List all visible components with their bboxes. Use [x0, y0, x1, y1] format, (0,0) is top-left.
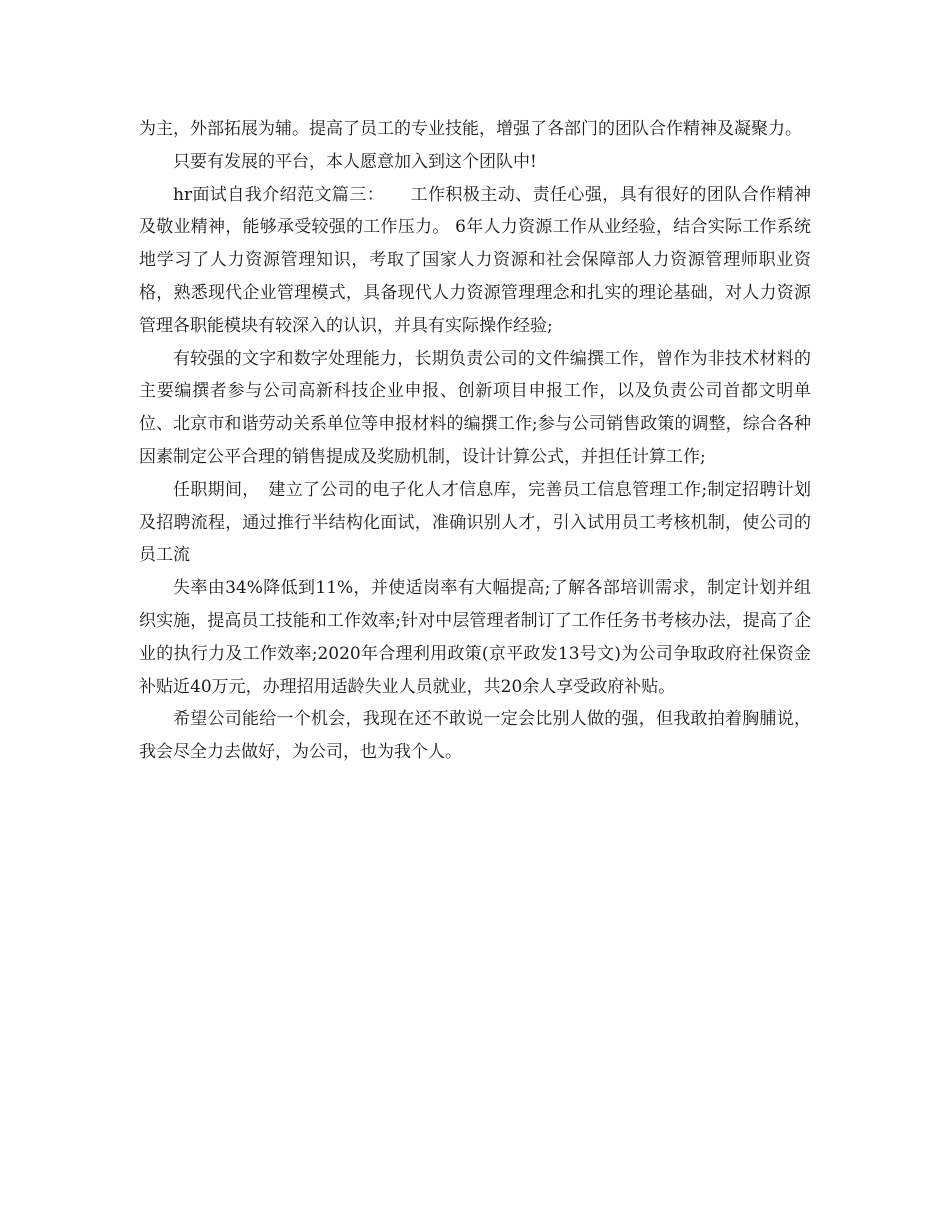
paragraph-closing: 希望公司能给一个机会，我现在还不敢说一定会比别人做的强，但我敢拍着胸脯说，我会尽全力去做好，为公司，也为我个人。: [139, 709, 811, 763]
paragraph-tenure: 任职期间， 建立了公司的电子化人才信息库，完善员工信息管理工作;制定招聘计划及招聘流程，通过推行半结构化面试，准确识别人才，引入试用员工考核机制，使公司的员工流: [139, 479, 811, 566]
paragraph-sample-three: hr面试自我介绍范文篇三： 工作积极主动、责任心强，具有很好的团队合作精神及敬业精神，能够承受较强的工作压力。 6年人力资源工作从业经验，结合实际工作系统地学习了人力资源管理知识，考取了国家人力资源和社会保障部人力资源管理师职业资格，熟悉现代企业管理模式，具备现代人力资源管理理念和扎实的理论基础，对人力资源管理各职能模块有较深入的认识，并具有实际操作经验;: [139, 184, 811, 336]
paragraph-results: 失率由34%降低到11%，并使适岗率有大幅提高;了解各部培训需求，制定计划并组织实施，提高员工技能和工作效率;针对中层管理者制订了工作任务书考核办法，提高了企业的执行力及工作效率;2020年合理利用政策(京平政发13号文)为公司争取政府社保资金补贴近40万元，办理招用适龄失业人员就业，共20余人享受政府补贴。: [139, 578, 811, 697]
document-body: [139, 113, 811, 769]
paragraph-writing-skills: 有较强的文字和数字处理能力，长期负责公司的文件编撰工作，曾作为非技术材料的主要编撰者参与公司高新科技企业申报、创新项目申报工作，以及负责公司首都文明单位、北京市和谐劳动关系单位等申报材料的编撰工作;参与公司销售政策的调整，综合各种因素制定公平合理的销售提成及奖励机制，设计计算公式，并担任计算工作;: [139, 348, 811, 467]
paragraph-platform: 只要有发展的平台，本人愿意加入到这个团队中!: [173, 151, 537, 172]
paragraph-continuation: 为主，外部拓展为辅。提高了员工的专业技能，增强了各部门的团队合作精神及凝聚力。: [139, 119, 802, 139]
